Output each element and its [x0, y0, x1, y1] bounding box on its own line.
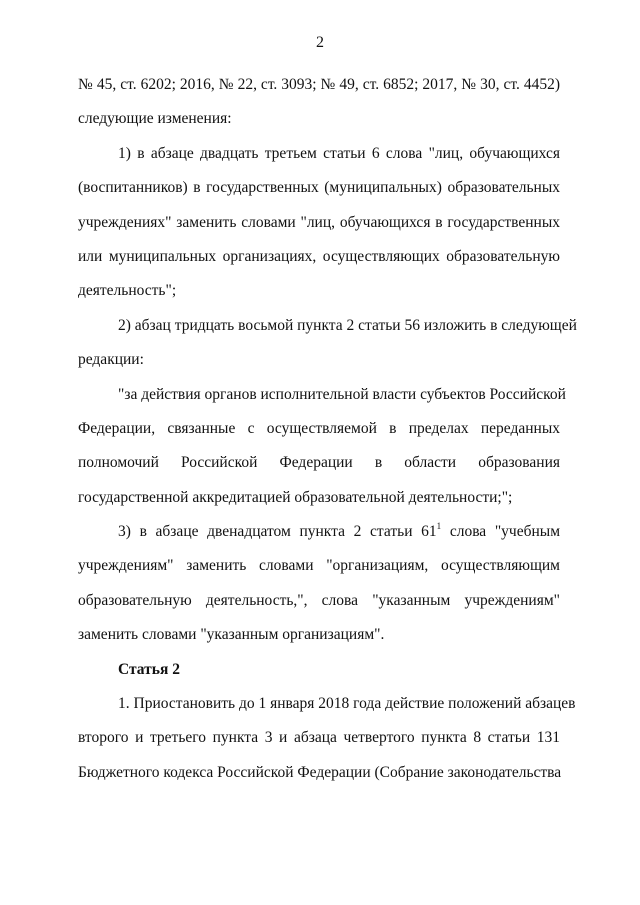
text-line: учреждениям" заменить словами "организациям, осуществляющим [78, 557, 560, 575]
paragraph-item-2: 2) абзац тридцать восьмой пункта 2 статьи 56 изложить в следующей [118, 316, 577, 334]
text-line: следующие изменения: [78, 110, 232, 128]
text-line: второго и третьего пункта 3 и абзаца четвертого пункта 8 статьи 131 [78, 729, 560, 747]
paragraph-item-3 [78, 515, 560, 549]
text-line: полномочий Российской Федерации в области образования [78, 454, 560, 472]
text-line: Бюджетного кодекса Российской Федерации (Собрание законодательства [78, 763, 562, 781]
quoted-paragraph: "за действия органов исполнительной власти субъектов Российской [118, 385, 566, 403]
paragraph-item-1: 1) в абзаце двадцать третьем статьи 6 слова "лиц, обучающихся [118, 144, 560, 162]
text-line: государственной аккредитацией образовательной деятельности;"; [78, 488, 513, 506]
item-3-text-tail: слова "учебным [441, 523, 561, 541]
text-line: редакции: [78, 351, 144, 369]
item-3-text: 3) в абзаце двенадцатом пункта 2 статьи 61 [118, 523, 437, 541]
document-body [78, 68, 577, 790]
text-line: заменить словами "указанным организациям". [78, 626, 385, 644]
text-line: Федерации, связанные с осуществляемой в пределах переданных [78, 419, 560, 437]
article-2-paragraph-1: 1. Приостановить до 1 января 2018 года действие положений абзацев [118, 695, 576, 713]
text-line: образовательную деятельность,", слова "указанным учреждениям" [78, 591, 560, 609]
text-line: учреждениях" заменить словами "лиц, обучающихся в государственных [78, 213, 560, 231]
text-line: № 45, ст. 6202; 2016, № 22, ст. 3093; № 49, ст. 6852; 2017, № 30, ст. 4452) [78, 76, 560, 93]
superscript: 1 [436, 521, 442, 532]
text-line: (воспитанников) в государственных (муниципальных) образовательных [78, 179, 560, 197]
text-line: или муниципальных организациях, осуществляющих образовательную [78, 247, 560, 265]
page-number: 2 [316, 34, 324, 51]
text-line: деятельность"; [78, 282, 177, 300]
article-heading: Статья 2 [118, 660, 180, 678]
